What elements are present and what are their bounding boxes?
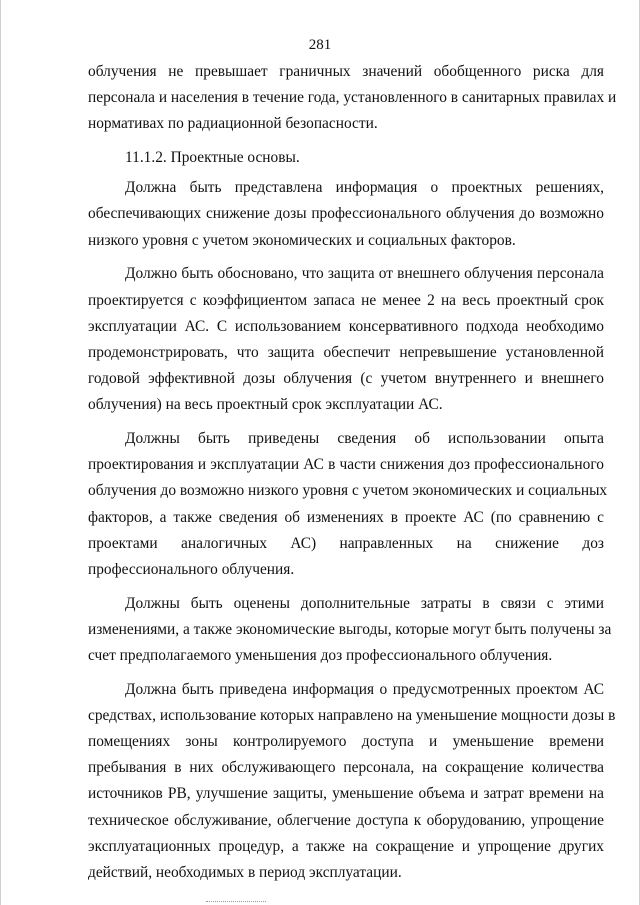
text-line: эксплуатационных процедур, а также на сокращение и упрощение других (88, 837, 604, 855)
text-line: проектами аналогичных АС) направленных на снижение доз (88, 534, 604, 552)
text-line: источников РВ, улучшение защиты, уменьшение объема и затрат времени на (88, 785, 604, 803)
text-line: Должны быть приведены сведения об использовании опыта (125, 429, 604, 447)
text-line: профессионального облучения. (88, 560, 295, 578)
text-line: проектируется с коэффициентом запаса не менее 2 на весь проектный срок (88, 291, 604, 309)
text-line: Должна быть представлена информация о проектных решениях, (125, 179, 604, 197)
text-line: Должна быть приведена информация о предусмотренных проектом АС (125, 680, 604, 698)
text-line: Должно быть обосновано, что защита от внешнего облучения персонала (125, 265, 604, 283)
section-heading: 11.1.2. Проектные основы. (125, 149, 300, 167)
text-line: нормативах по радиационной безопасности. (88, 115, 378, 133)
page-number: 281 (308, 37, 332, 53)
text-line: облучения) на весь проектный срок эксплуатации АС. (88, 396, 443, 414)
text-line: пребывания в них обслуживающего персонала, на сокращение количества (88, 759, 604, 777)
text-line: помещениях зоны контролируемого доступа и уменьшение времени (88, 733, 604, 750)
text-line: факторов, а также сведения об изменениях в проекте АС (по сравнению с (88, 508, 604, 526)
text-line: облучения до возможно низкого уровня с учетом экономических и социальных (88, 482, 608, 500)
text-line: годовой эффективной дозы облучения (с учетом внутреннего и внешнего (88, 370, 604, 388)
text-line: эксплуатации АС. С использованием консервативного подхода необходимо (88, 317, 604, 335)
text-line: облучения не превышает граничных значений обобщенного риска для (88, 63, 604, 80)
text-line: техническое обслуживание, облегчение доступа к оборудованию, упрощение (88, 811, 604, 829)
document-body (88, 59, 617, 886)
text-line: изменениями, а также экономические выгоды, которые могут быть получены за (88, 620, 612, 638)
text-line: действий, необходимых в период эксплуатации. (88, 863, 402, 881)
text-line: счет предполагаемого уменьшения доз профессионального облучения. (88, 646, 553, 664)
text-line: персонала и населения в течение года, установленного в санитарных правилах и (88, 89, 617, 107)
text-line: Должны быть оценены дополнительные затраты в связи с этими (125, 594, 604, 612)
text-line: проектирования и эксплуатации АС в части снижения доз профессионального (88, 456, 604, 474)
text-line: средствах, использование которых направлено на уменьшение мощности дозы в (88, 706, 616, 724)
scan-mark (206, 901, 266, 903)
text-line: низкого уровня с учетом экономических и социальных факторов. (88, 231, 516, 249)
text-line: продемонстрировать, что защита обеспечит непревышение установленной (88, 343, 604, 361)
text-line: обеспечивающих снижение дозы профессионального облучения до возможно (88, 205, 604, 223)
